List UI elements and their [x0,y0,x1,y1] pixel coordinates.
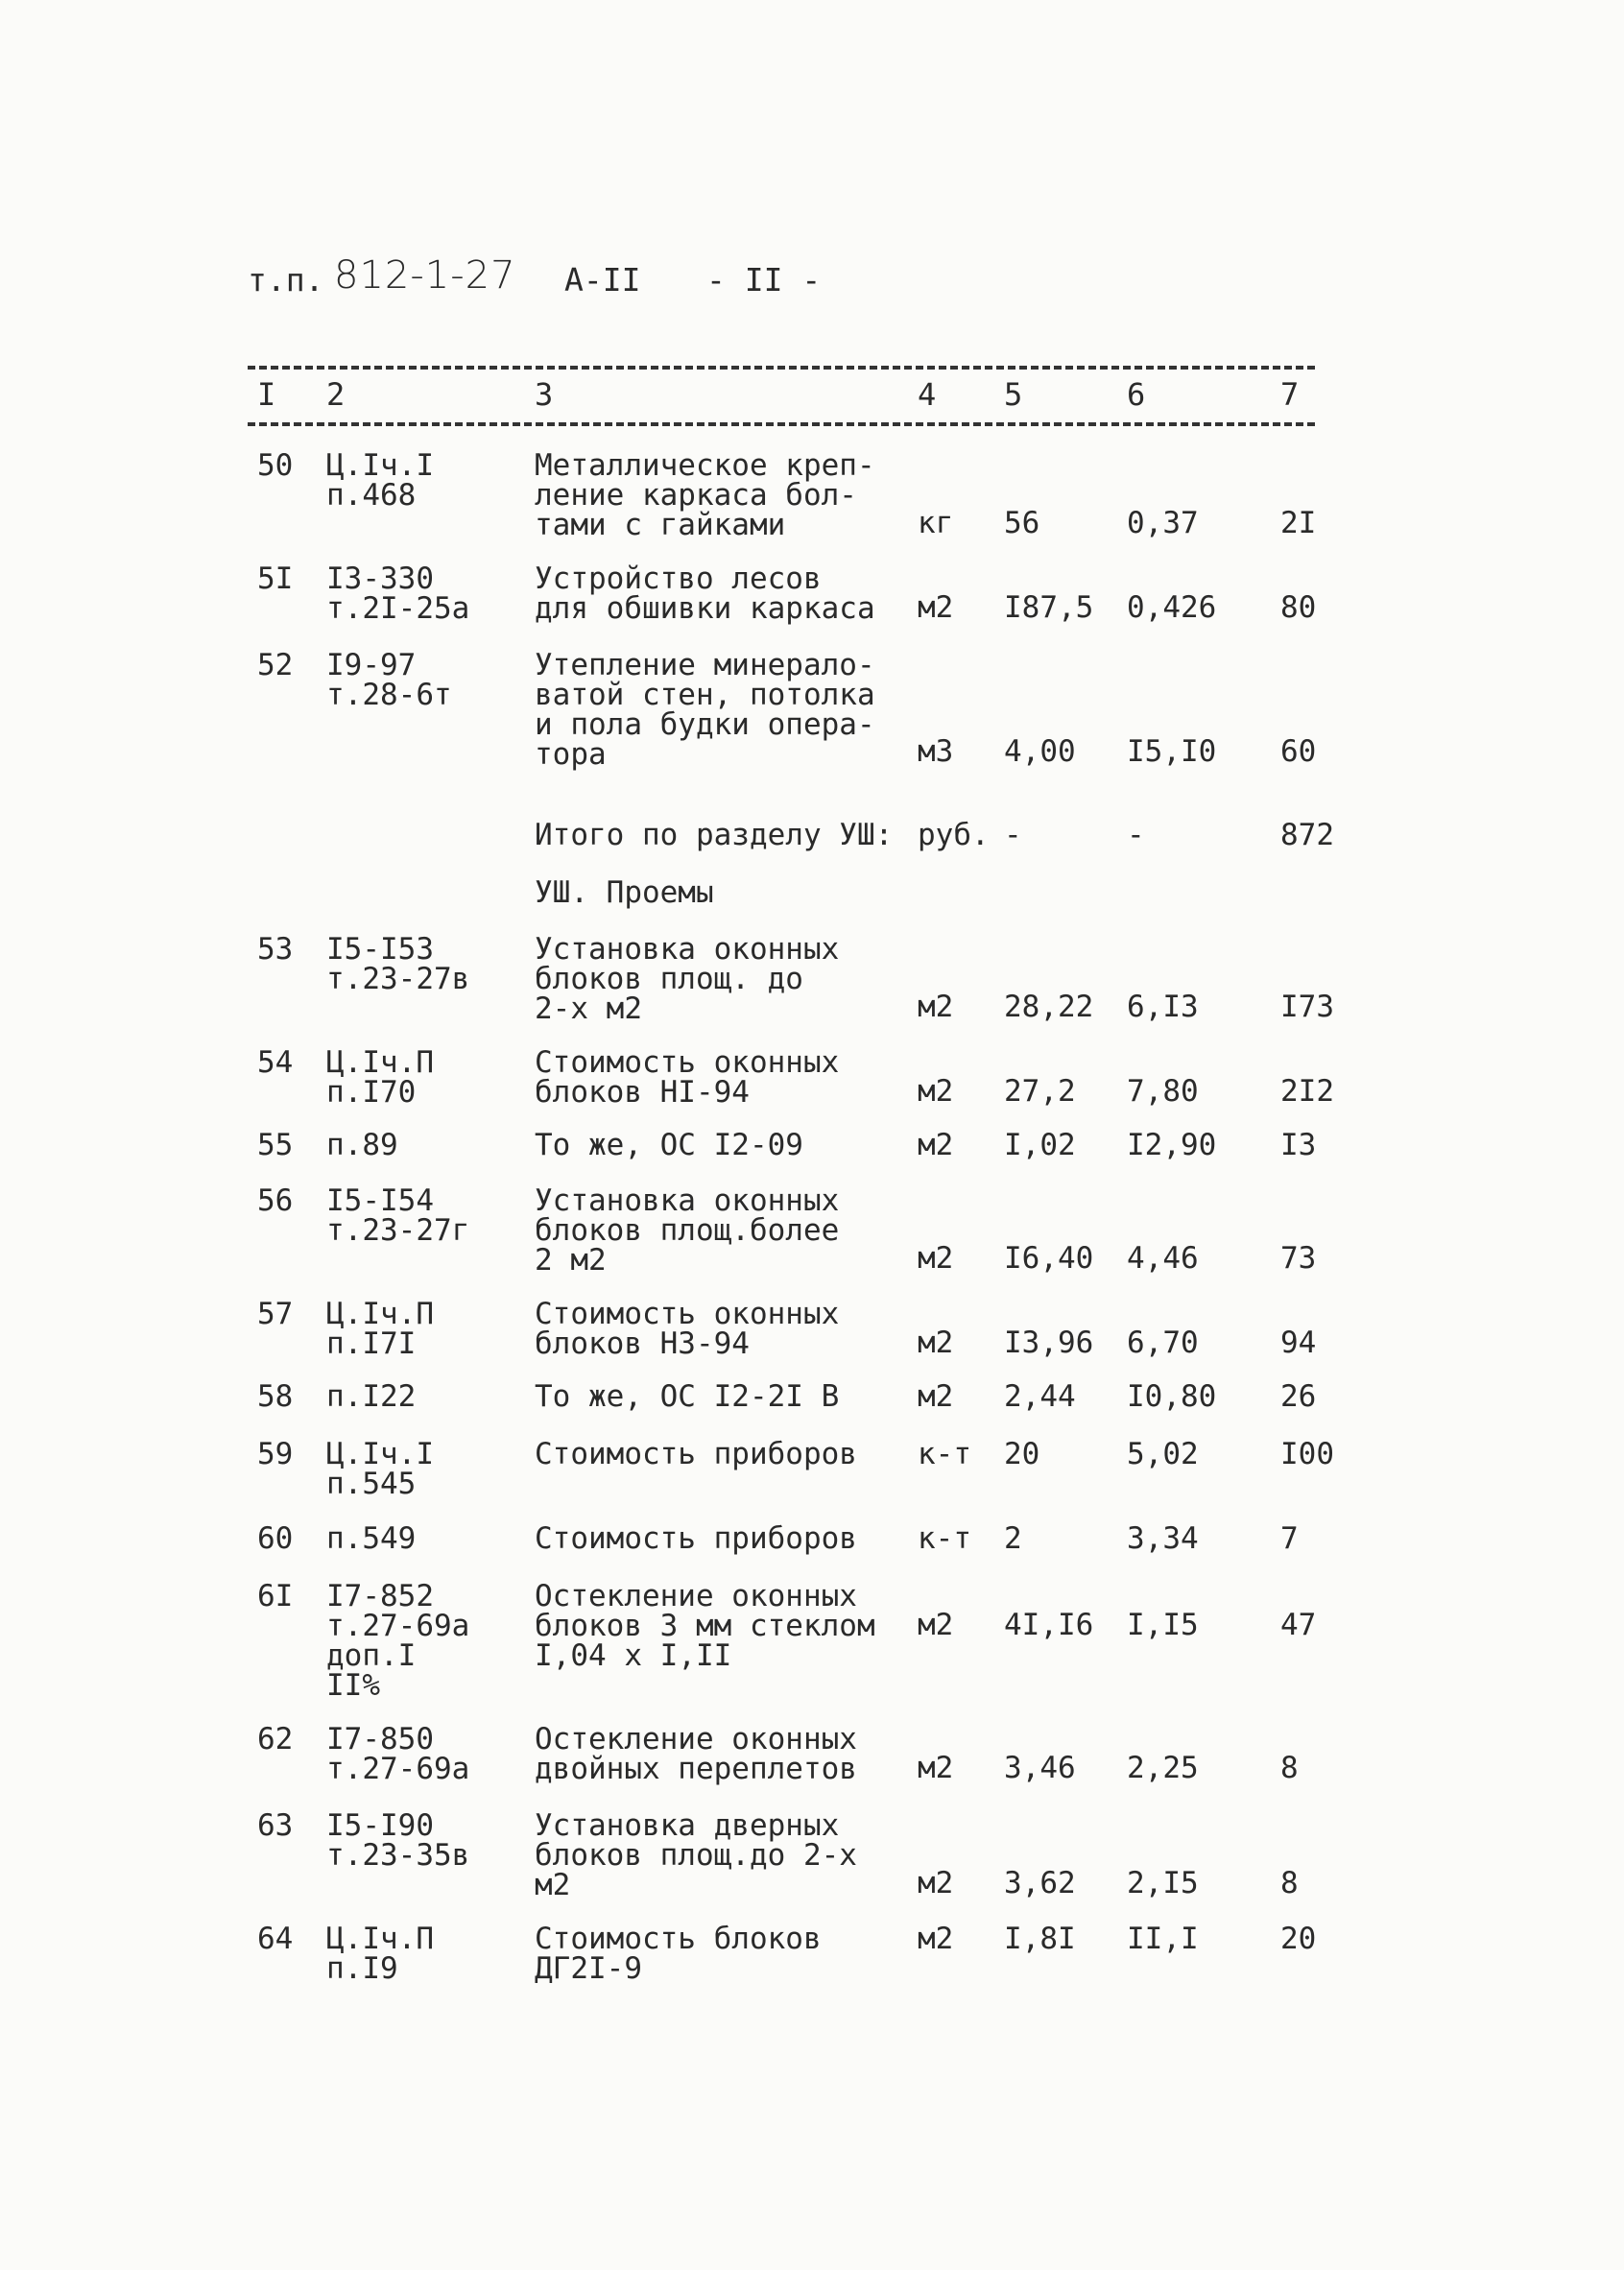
norm-reference-line: I7-850 [326,1722,434,1756]
norm-reference-line: I5-I90 [326,1808,434,1843]
work-description-line: Стоимость оконных [535,1045,840,1080]
column-header: 4 [918,376,937,413]
norm-reference-line: II% [326,1668,380,1703]
work-description-line: То же, ОС I2-09 [535,1128,803,1162]
row-number: 5I [257,562,294,596]
work-description-line: 2-х м2 [535,992,642,1026]
column-header: 6 [1127,376,1146,413]
norm-reference [326,564,469,624]
total-cost: 94 [1280,1326,1317,1360]
unit: м2 [918,1866,954,1900]
total-cost: 2I2 [1280,1074,1334,1109]
norm-reference [326,1521,417,1556]
column-header: 2 [326,376,346,413]
unit: м2 [918,1922,954,1956]
work-description-line: блоков Н3-94 [535,1326,750,1361]
total-cost: I73 [1280,990,1334,1024]
row-number: 60 [257,1521,294,1556]
unit-price: 0,426 [1127,590,1217,625]
norm-reference-line: т.2I-25а [326,591,470,626]
work-description [535,1297,840,1361]
row-number: 6I [257,1579,294,1613]
work-description [535,1379,840,1414]
column-header: 5 [1004,376,1023,413]
row-number: 57 [257,1297,294,1331]
norm-reference-line: т.23-27г [326,1213,470,1248]
work-description-line: То же, ОС I2-2I В [535,1379,840,1414]
norm-reference-line: т.23-27в [326,962,470,996]
norm-reference [326,1128,398,1162]
norm-reference [326,648,452,712]
norm-reference-line: п.I22 [326,1379,417,1414]
column-header: 7 [1280,376,1300,413]
work-description-line: Стоимость приборов [535,1521,857,1556]
unit-price: I2,90 [1127,1128,1217,1162]
norm-reference-line: Ц.Iч.I [326,448,434,483]
top-dashed-rule [248,366,1315,370]
work-description [535,1579,875,1673]
norm-reference [326,448,434,513]
total-cost: 8 [1280,1751,1299,1785]
quantity: I6,40 [1004,1241,1094,1276]
work-description-line: блоков площ.до 2-х [535,1838,857,1873]
work-description-line: и пола будки опера- [535,707,875,742]
work-description [535,564,875,624]
norm-reference [326,1437,434,1501]
norm-reference-line: I5-I53 [326,932,434,967]
unit: кг [918,506,954,540]
norm-reference-line: п.I9 [326,1951,398,1986]
norm-reference [326,1579,470,1703]
unit: м3 [918,734,954,769]
work-description [535,875,714,910]
quantity: 4I,I6 [1004,1608,1094,1642]
unit-price: II,I [1127,1922,1199,1956]
unit-price: 5,02 [1127,1437,1199,1471]
work-description-line: Стоимость блоков [535,1922,822,1956]
work-description [535,818,894,852]
unit-price: 2,25 [1127,1751,1199,1785]
work-description-line: тами с гайками [535,508,786,542]
work-description-line: 2 м2 [535,1243,607,1278]
norm-reference-line: Ц.Iч.П [326,1045,434,1080]
norm-reference [326,1183,470,1248]
unit-price: 6,70 [1127,1326,1199,1360]
norm-reference-line: Ц.Iч.П [326,1922,434,1956]
quantity: 3,46 [1004,1751,1076,1785]
work-description [535,448,875,542]
norm-reference [326,1722,470,1786]
work-description-line: УШ. Проемы [535,875,714,910]
row-number: 64 [257,1922,294,1956]
row-number: 58 [257,1379,294,1414]
quantity: I,02 [1004,1128,1076,1162]
quantity: 56 [1004,506,1040,540]
work-description [535,1722,857,1786]
unit-price: I5,I0 [1127,734,1217,769]
norm-reference [326,1045,434,1110]
total-cost: I3 [1280,1128,1317,1162]
total-cost: 47 [1280,1608,1317,1642]
norm-reference-line: п.I70 [326,1075,417,1110]
row-number: 52 [257,648,294,682]
work-description-line: Стоимость приборов [535,1437,857,1471]
row-number: 59 [257,1437,294,1471]
norm-reference-line: доп.I [326,1638,417,1673]
norm-reference [326,1924,434,1984]
quantity: I3,96 [1004,1326,1094,1360]
work-description [535,932,840,1026]
norm-reference-line: I5-I54 [326,1183,434,1218]
unit: м2 [918,1241,954,1276]
quantity: 2,44 [1004,1379,1076,1414]
unit-price: - [1127,818,1145,852]
unit-price: 2,I5 [1127,1866,1199,1900]
work-description-line: ватой стен, потолка [535,678,875,712]
row-number: 56 [257,1183,294,1218]
work-description [535,648,875,772]
norm-reference-line: т.27-69а [326,1609,470,1643]
work-description-line: Остекление оконных [535,1579,857,1613]
total-cost: 80 [1280,590,1317,625]
unit-price: 4,46 [1127,1241,1199,1276]
norm-reference-line: п.89 [326,1128,398,1162]
quantity: - [1004,818,1022,852]
work-description [535,1808,857,1902]
work-description-line: Итого по разделу УШ: [535,818,894,852]
total-cost: 26 [1280,1379,1317,1414]
norm-reference [326,1297,434,1361]
unit-price: 6,I3 [1127,990,1199,1024]
work-description-line: для обшивки каркаса [535,591,875,626]
row-number: 55 [257,1128,294,1162]
row-number: 63 [257,1808,294,1843]
total-cost: 7 [1280,1521,1299,1556]
norm-reference-line: I7-852 [326,1579,434,1613]
quantity: 2 [1004,1521,1022,1556]
work-description [535,1521,857,1556]
column-header: I [257,376,276,413]
header-dashed-rule [248,422,1315,426]
work-description-line: двойных переплетов [535,1752,857,1786]
total-cost: 20 [1280,1922,1317,1956]
work-description-line: Устройство лесов [535,562,822,596]
work-description-line: Металлическое креп- [535,448,875,483]
unit: м2 [918,590,954,625]
norm-reference-line: I3-330 [326,562,434,596]
header-project-code: 812-1-27 [334,253,516,298]
unit: руб. [918,818,990,852]
quantity: 27,2 [1004,1074,1076,1109]
quantity: I87,5 [1004,590,1094,625]
quantity: 4,00 [1004,734,1076,769]
work-description-line: Стоимость оконных [535,1297,840,1331]
norm-reference-line: п.468 [326,478,417,513]
total-cost: 872 [1280,818,1334,852]
unit: м2 [918,1074,954,1109]
header-page-number: - II - [706,261,822,299]
work-description-line: блоков площ. до [535,962,803,996]
total-cost: 8 [1280,1866,1299,1900]
quantity: 3,62 [1004,1866,1076,1900]
unit: м2 [918,1326,954,1360]
total-cost: I00 [1280,1437,1334,1471]
work-description-line: I,04 x I,II [535,1638,732,1673]
work-description [535,1128,803,1162]
unit: м2 [918,1128,954,1162]
total-cost: 73 [1280,1241,1317,1276]
unit: м2 [918,1751,954,1785]
work-description-line: Утепление минерало- [535,648,875,682]
unit-price: 0,37 [1127,506,1199,540]
work-description [535,1437,857,1471]
work-description-line: ление каркаса бол- [535,478,857,513]
unit-price: I,I5 [1127,1608,1199,1642]
unit: м2 [918,990,954,1024]
work-description [535,1183,840,1278]
work-description-line: тора [535,737,607,772]
work-description [535,1045,840,1110]
row-number: 62 [257,1722,294,1756]
norm-reference [326,1379,417,1414]
total-cost: 60 [1280,734,1317,769]
work-description-line: блоков НI-94 [535,1075,750,1110]
work-description-line: Установка оконных [535,1183,840,1218]
work-description-line: Установка оконных [535,932,840,967]
work-description-line: блоков площ.более [535,1213,840,1248]
total-cost: 2I [1280,506,1317,540]
work-description-line: Остекление оконных [535,1722,857,1756]
work-description-line: Установка дверных [535,1808,840,1843]
header-series: т.п. [248,261,324,299]
norm-reference-line: п.545 [326,1467,417,1501]
norm-reference-line: Ц.Iч.П [326,1297,434,1331]
norm-reference-line: Ц.Iч.I [326,1437,434,1471]
norm-reference [326,1808,470,1873]
unit-price: 3,34 [1127,1521,1199,1556]
unit: к-т [918,1521,971,1556]
norm-reference-line: п.I7I [326,1326,417,1361]
unit: м2 [918,1608,954,1642]
norm-reference-line: I9-97 [326,648,417,682]
norm-reference-line: п.549 [326,1521,417,1556]
work-description-line: м2 [535,1868,571,1902]
header-album: А-II [564,261,641,299]
work-description [535,1924,822,1984]
column-header: 3 [535,376,554,413]
norm-reference [326,932,470,996]
row-number: 54 [257,1045,294,1080]
unit-price: 7,80 [1127,1074,1199,1109]
work-description-line: ДГ2I-9 [535,1951,642,1986]
row-number: 53 [257,932,294,967]
norm-reference-line: т.27-69а [326,1752,470,1786]
quantity: I,8I [1004,1922,1076,1956]
quantity: 20 [1004,1437,1040,1471]
unit: м2 [918,1379,954,1414]
norm-reference-line: т.28-6т [326,678,452,712]
unit-price: I0,80 [1127,1379,1217,1414]
quantity: 28,22 [1004,990,1094,1024]
norm-reference-line: т.23-35в [326,1838,470,1873]
row-number: 50 [257,448,294,483]
unit: к-т [918,1437,971,1471]
work-description-line: блоков 3 мм стеклом [535,1609,875,1643]
